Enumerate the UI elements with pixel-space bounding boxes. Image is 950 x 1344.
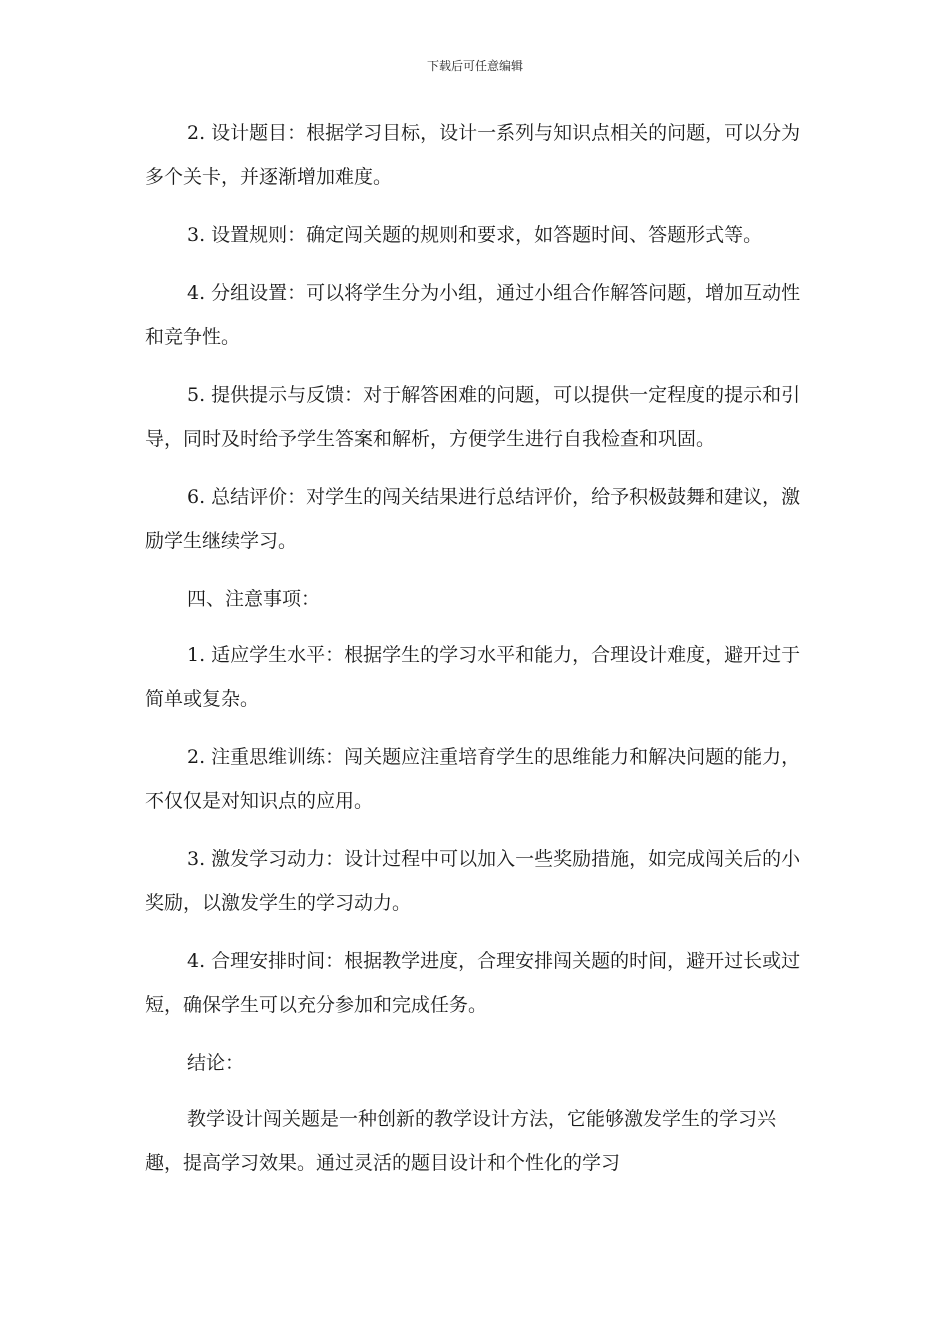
paragraph-step-3: 3. 设置规则：确定闯关题的规则和要求，如答题时间、答题形式等。 <box>187 224 763 246</box>
paragraph-note-3: 3. 激发学习动力：设计过程中可以加入一些奖励措施，如完成闯关后的小奖励，以激发学生的学习动力。 <box>145 848 801 914</box>
paragraph-step-4: 4. 分组设置：可以将学生分为小组，通过小组合作解答问题，增加互动性和竞争性。 <box>145 282 801 348</box>
section-heading-notes: 四、注意事项： <box>187 588 321 610</box>
section-heading-conclusion: 结论： <box>187 1052 245 1074</box>
paragraph-step-6: 6. 总结评价：对学生的闯关结果进行总结评价，给予积极鼓舞和建议，激励学生继续学习。 <box>145 486 801 552</box>
document-body <box>145 111 810 1199</box>
paragraph-step-5: 5. 提供提示与反馈：对于解答困难的问题，可以提供一定程度的提示和引导，同时及时给予学生答案和解析，方便学生进行自我检查和巩固。 <box>145 384 801 450</box>
paragraph-step-2: 2. 设计题目：根据学习目标，设计一系列与知识点相关的问题，可以分为多个关卡，并逐渐增加难度。 <box>145 122 801 188</box>
page-header: 下载后可任意编辑 <box>426 59 523 73</box>
paragraph-note-4: 4. 合理安排时间：根据教学进度，合理安排闯关题的时间，避开过长或过短，确保学生可以充分参加和完成任务。 <box>145 950 801 1016</box>
paragraph-note-1: 1. 适应学生水平：根据学生的学习水平和能力，合理设计难度，避开过于简单或复杂。 <box>145 644 801 710</box>
paragraph-note-2: 2. 注重思维训练：闯关题应注重培育学生的思维能力和解决问题的能力，不仅仅是对知识点的应用。 <box>145 746 801 812</box>
paragraph-conclusion: 教学设计闯关题是一种创新的教学设计方法，它能够激发学生的学习兴趣，提高学习效果。通过灵活的题目设计和个性化的学习 <box>145 1108 777 1174</box>
